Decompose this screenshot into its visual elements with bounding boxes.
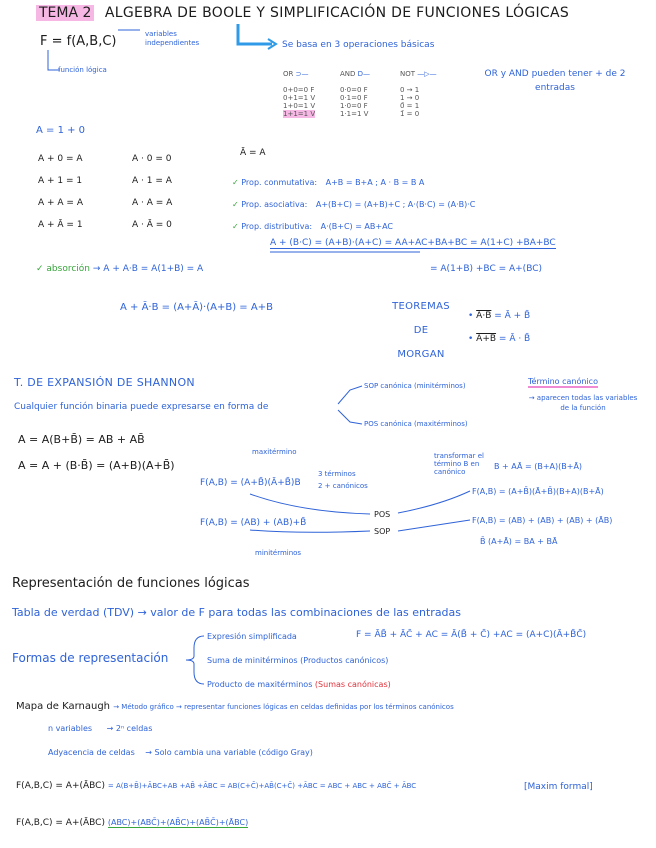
gate-or-row: 1+0=1 V <box>283 102 316 110</box>
gate-or-row: 0+0=0 F <box>283 86 315 94</box>
gate-not-row: 1̄ = 0 <box>400 110 420 118</box>
law-item: A + A = A <box>38 198 83 208</box>
karnaugh-cells: n variables → 2ⁿ celdas <box>48 724 153 733</box>
f-pos-expr: F(A,B) = (A+B̄)(Ā+B̄)B <box>200 478 301 488</box>
sop-label: SOP <box>374 527 391 536</box>
morgan-title: TEOREMAS DE MORGAN <box>392 301 450 360</box>
terms-note: 3 términos 2 + canónicos <box>318 470 368 490</box>
law-item: A + 1 = 1 <box>38 176 83 186</box>
law-item: A · 1 = A <box>132 176 172 186</box>
b-transform-expr: B + AĀ = (B+A)(B+Ā) <box>494 462 583 471</box>
form-simplified: Expresión simplificada <box>207 632 297 641</box>
f-pos-canonical: F(A,B) = (A+B̄)(Ā+B̄)(B+A)(B+Ā) <box>472 487 604 496</box>
tdv-row: Tabla de verdad (TDV) → valor de F para todas las combinaciones de las entradas <box>12 606 462 619</box>
gate-not-row: 1 → 0 <box>400 94 420 102</box>
forms-label: Formas de representación <box>12 651 169 665</box>
pos-canonical: POS canónica (maxitérminos) <box>364 420 468 428</box>
form-minterms: Suma de minitérminos (Productos canónicos) <box>207 656 389 665</box>
or-and-note: OR y AND pueden tener + de 2 entradas <box>484 69 626 93</box>
check-icon: ✓ <box>36 264 44 274</box>
law-item: A · 0 = 0 <box>132 154 172 164</box>
distributive-result: = A(1+B) +BC = A+(BC) <box>430 264 543 274</box>
gate-and-row: 1·1=1 V <box>340 110 369 118</box>
normal-form-note: [Maxim formal] <box>524 782 593 792</box>
double-negation: Ā = A <box>240 148 266 158</box>
law-item: A · A = A <box>132 198 173 208</box>
morgan-law-1: • A·B = Ā + B̄ <box>468 311 531 321</box>
function-formula: F = f(A,B,C) <box>40 34 117 49</box>
f-eq-1: F(A,B,C) = A+(ĀBC) = A(B+B̄)+ĀBC+AB +AB̄ +ĀBC = AB(C+C̄)+AB̄(C+C̄) +ĀBC = ABC + ABC + ABC̄ + ĀBC <box>16 781 417 791</box>
gate-not-label: NOT —▷— <box>400 70 437 78</box>
function-note: función lógica <box>58 66 107 74</box>
gate-or-row: 0+1=1 V <box>283 94 316 102</box>
morgan-law-2: • A+B = Ā · B̄ <box>468 334 531 344</box>
gate-or-row: 1+1=1 V <box>283 110 316 118</box>
gate-and-row: 0·0=0 F <box>340 86 368 94</box>
sop-canonical: SOP canónica (minitérminos) <box>364 382 466 390</box>
prop-distributive: ✓ Prop. distributiva: A·(B+C) = AB+AC <box>232 222 394 231</box>
prop-associative: ✓ Prop. asociativa: A+(B+C) = (A+B)+C ; A·(B·C) = (A·B)·C <box>232 200 476 209</box>
gate-and-row: 0·1=0 F <box>340 94 368 102</box>
f-eq-2: F(A,B,C) = A+(ĀBC) (ABC)+(ABC̄)+(AB̄C)+(AB̄C̄)+(ĀBC) <box>16 818 249 828</box>
karnaugh-row: Mapa de Karnaugh → Método gráfico → representar funciones lógicas en celdas definidas por los términos canónicos <box>16 701 454 712</box>
based-text: Se basa en 3 operaciones básicas <box>282 40 435 50</box>
prop-commutative: ✓ Prop. conmutativa: A+B = B+A ; A · B = B A <box>232 178 425 187</box>
canonical-term-note: → aparecen todas las variables de la función <box>528 394 638 412</box>
law-item: A · Ā = 0 <box>132 220 172 230</box>
representation-title: Representación de funciones lógicas <box>12 576 250 591</box>
f-sop-canonical: F(A,B) = (AB) + (AB) + (AB) + (ĀB) <box>472 516 613 525</box>
shannon-eq-1: A = A(B+B̄) = AB + AB̄ <box>18 433 145 446</box>
miniterm-label: minitérminos <box>255 549 302 557</box>
variables-note: variables independientes <box>145 30 200 47</box>
page-title: ALGEBRA DE BOOLE Y SIMPLIFICACIÓN DE FUNCIONES LÓGICAS <box>104 5 570 21</box>
b-bar-expr: B̄ (A+Ā) = BA + BĀ <box>480 537 558 546</box>
gate-not-row: 0 → 1 <box>400 86 420 94</box>
shannon-line: Cualquier función binaria puede expresarse en forma de <box>14 402 269 412</box>
check-icon: ✓ <box>232 222 239 231</box>
tema-tag: TEMA 2 <box>36 5 94 21</box>
shannon-title: T. DE EXPANSIÓN DE SHANNON <box>14 376 195 389</box>
adjacency-row: Adyacencia de celdas → Solo cambia una variable (código Gray) <box>48 748 313 757</box>
shannon-eq-2: A = A + (B·B̄) = (A+B)(A+B̄) <box>18 459 175 472</box>
form-maxterms: Producto de maxitérminos (Sumas canónicas) <box>207 680 391 689</box>
form-simplified-expr: F = ĀB̄ + ĀC̄ + AC = Ā(B̄ + C̄) +AC = (A+C)(Ā+B̄C̄) <box>356 630 587 640</box>
check-icon: ✓ <box>232 178 239 187</box>
absorption-expr-1: A + A·B = A(1+B) = A <box>103 264 204 274</box>
absorption-label: absorción <box>46 264 91 274</box>
transform-note: transformar el término B en canónico <box>434 452 484 476</box>
gate-not-row: 0̄ = 1 <box>400 102 420 110</box>
gate-and-label: AND D— <box>340 70 371 78</box>
absorption-row: ✓ absorción → A + A·B = A(1+B) = A <box>36 264 204 274</box>
law-item: A + 0 = A <box>38 154 83 164</box>
canonical-term-title: Término canónico <box>528 377 598 386</box>
gate-or-label: OR ⊃— <box>283 70 309 78</box>
maxiterm-label: maxitérmino <box>252 448 297 456</box>
a-equals-1-plus-0: A = 1 + 0 <box>36 125 86 136</box>
distributive-expansion: A + (B·C) = (A+B)·(A+C) = AA+AC+BA+BC = A(1+C) +BA+BC <box>270 238 556 248</box>
check-icon: ✓ <box>232 200 239 209</box>
law-item: A + Ā = 1 <box>38 220 83 230</box>
gate-and-row: 1·0=0 F <box>340 102 368 110</box>
f-sop-expr: F(A,B) = (AB) + (AB)+B̄ <box>200 518 307 528</box>
absorption-expr-2: A + Ā·B = (A+Ā)·(A+B) = A+B <box>120 302 273 313</box>
pos-label: POS <box>374 510 391 519</box>
